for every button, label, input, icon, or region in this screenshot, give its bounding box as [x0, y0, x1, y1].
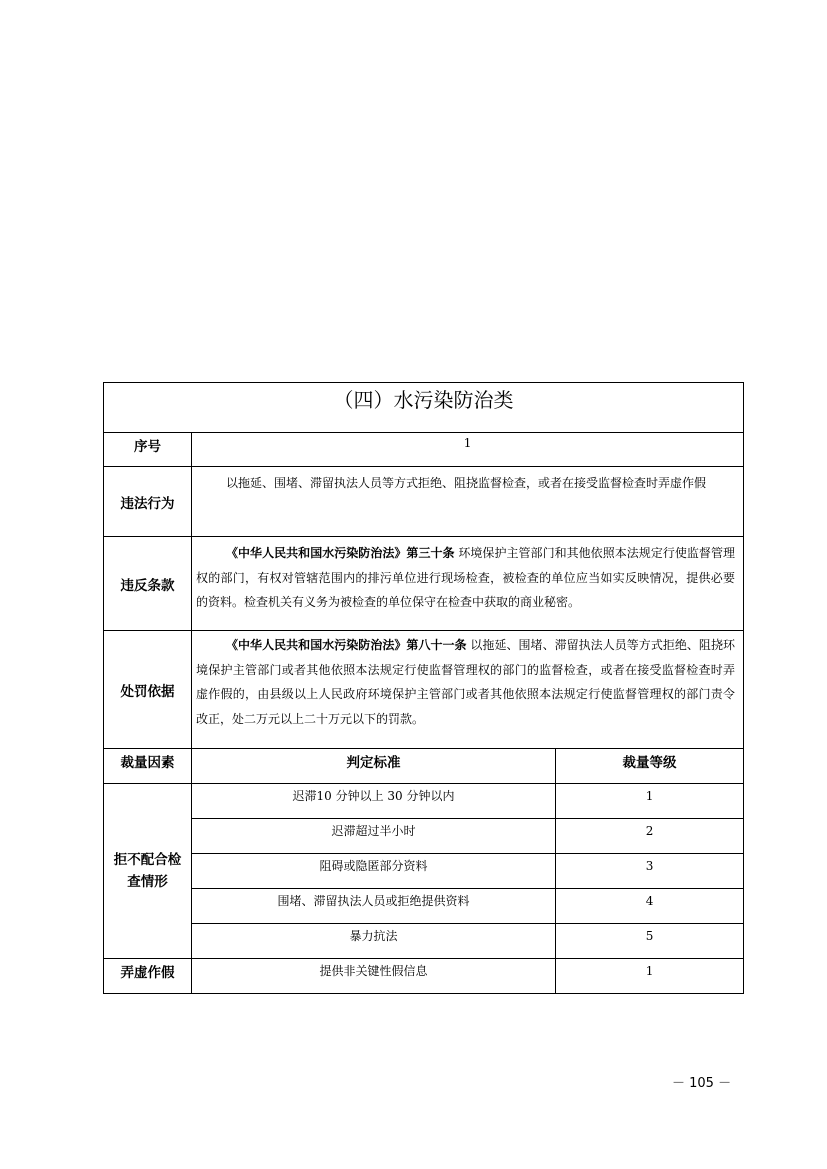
table-row: [104, 819, 744, 854]
violated-article-content: [192, 537, 744, 631]
illegal-act-label: 违法行为: [104, 467, 192, 537]
level: 5: [556, 924, 744, 959]
criterion: 围堵、滞留执法人员或拒绝提供资料: [192, 889, 556, 924]
level: 4: [556, 889, 744, 924]
discretion-header-row: [104, 749, 744, 784]
page-number: － 105 －: [672, 1076, 732, 1091]
violated-article-label: 违反条款: [104, 537, 192, 631]
serial-row: [104, 433, 744, 467]
criterion: 提供非关键性假信息: [192, 959, 556, 994]
penalty-basis-label: 处罚依据: [104, 631, 192, 749]
criterion: 迟滞10 分钟以上 30 分钟以内: [192, 784, 556, 819]
level: 3: [556, 854, 744, 889]
penalty-basis-row: [104, 631, 744, 749]
level: 1: [556, 784, 744, 819]
penalty-basis-content: [192, 631, 744, 749]
serial-value: 1: [192, 433, 744, 467]
serial-label: 序号: [104, 433, 192, 467]
table-row: [104, 924, 744, 959]
violated-article-law: 《中华人民共和国水污染防治法》第三十条: [226, 546, 455, 560]
level: 2: [556, 819, 744, 854]
table-row: [104, 889, 744, 924]
table-row: [104, 959, 744, 994]
penalty-basis-law: 《中华人民共和国水污染防治法》第八十一条: [226, 638, 467, 652]
factor-falsification: 弄虚作假: [104, 959, 192, 994]
criterion: 阻碍或隐匿部分资料: [192, 854, 556, 889]
discretion-table: [103, 382, 744, 994]
header-criterion: 判定标准: [192, 749, 556, 784]
violated-article-row: [104, 537, 744, 631]
criterion: 暴力抗法: [192, 924, 556, 959]
header-level: 裁量等级: [556, 749, 744, 784]
level: 1: [556, 959, 744, 994]
factor-refuse-cooperation: 拒不配合检查情形: [104, 784, 192, 959]
violated-article-text: 环境保护主管部门和其他依照本法规定行使监督管理权的部门，有权对管辖范围内的排污单位进行现场检查，被检查的单位应当如实反映情况，提供必要的资料。检查机关有义务为被检查的单位保守在检查中获取的商业秘密。: [196, 546, 736, 609]
illegal-act-text: 以拖延、围堵、滞留执法人员等方式拒绝、阻挠监督检查，或者在接受监督检查时弄虚作假: [192, 467, 744, 537]
penalty-basis-text: 以拖延、围堵、滞留执法人员等方式拒绝、阻挠环境保护主管部门或者其他依照本法规定行使监督管理权的部门的监督检查，或者在接受监督检查时弄虚作假的，由县级以上人民政府环境保护主管部门或者其他依照本法规定行使监督管理权的部门责令改正，处二万元以上二十万元以下的罚款。: [196, 638, 736, 726]
header-factor: 裁量因素: [104, 749, 192, 784]
illegal-act-row: [104, 467, 744, 537]
section-title: （四）水污染防治类: [104, 383, 744, 433]
table-row: [104, 854, 744, 889]
table-row: [104, 784, 744, 819]
criterion: 迟滞超过半小时: [192, 819, 556, 854]
